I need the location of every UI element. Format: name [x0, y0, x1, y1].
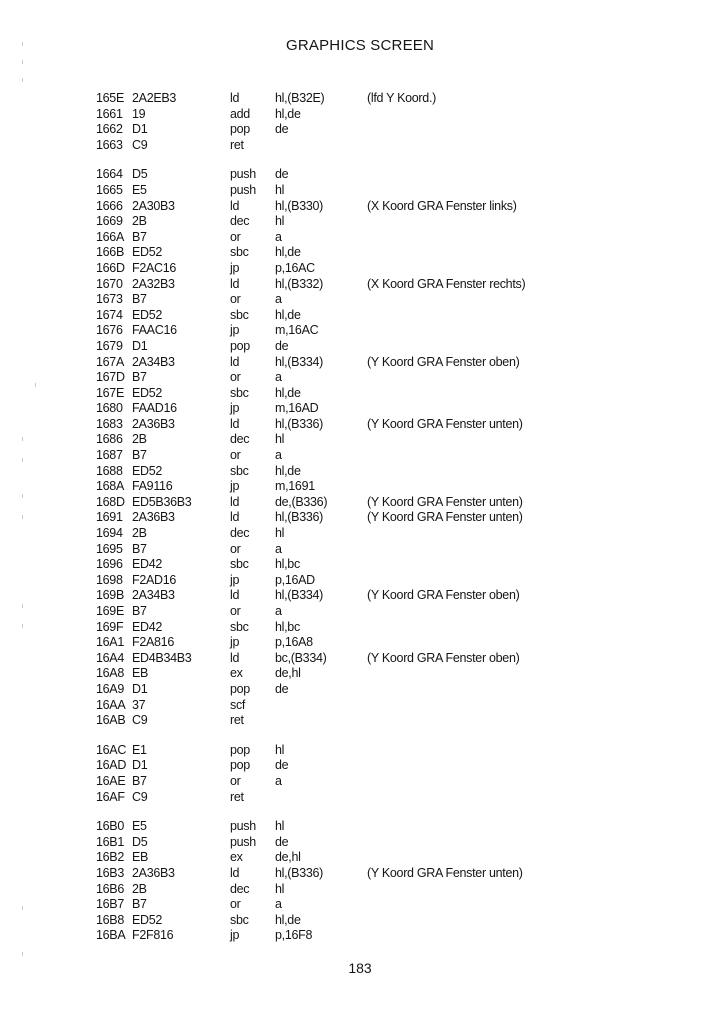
- mnemonic: sbc: [230, 307, 249, 322]
- code-block: [96, 819, 616, 944]
- code-line: [96, 122, 616, 138]
- hex-bytes: D1: [132, 758, 148, 773]
- operand: de: [275, 167, 289, 182]
- operand: hl,(B336): [275, 865, 324, 880]
- code-line: [96, 866, 616, 882]
- operand: hl: [275, 182, 285, 197]
- hex-bytes: FAAC16: [132, 323, 177, 338]
- address: 169B: [96, 588, 124, 603]
- address: 1663: [96, 137, 123, 152]
- hex-bytes: F2AC16: [132, 260, 177, 275]
- hex-bytes: 2A36B3: [132, 416, 175, 431]
- address: 1670: [96, 276, 123, 291]
- address: 165E: [96, 91, 124, 105]
- code-line: [96, 370, 616, 386]
- code-line: [96, 230, 616, 246]
- code-line: [96, 91, 616, 107]
- operand: hl: [275, 214, 285, 229]
- operand: a: [275, 897, 282, 912]
- operand: de,hl: [275, 666, 301, 681]
- address: 1666: [96, 198, 123, 213]
- code-line: [96, 790, 616, 806]
- mnemonic: ex: [230, 850, 243, 865]
- hex-bytes: B7: [132, 448, 147, 463]
- hex-bytes: 2B: [132, 526, 147, 541]
- code-line: [96, 557, 616, 573]
- mnemonic: ret: [230, 137, 244, 152]
- scan-speck: [22, 42, 23, 46]
- code-line: [96, 758, 616, 774]
- address: 16AC: [96, 742, 127, 757]
- comment: (lfd Y Koord.): [367, 91, 436, 105]
- hex-bytes: ED52: [132, 385, 163, 400]
- code-line: [96, 245, 616, 261]
- code-block: [96, 91, 616, 153]
- mnemonic: pop: [230, 758, 250, 773]
- hex-bytes: 2A32B3: [132, 276, 175, 291]
- hex-bytes: D5: [132, 834, 148, 849]
- code-line: [96, 199, 616, 215]
- mnemonic: ld: [230, 650, 240, 665]
- hex-bytes: F2A816: [132, 635, 174, 650]
- mnemonic: or: [230, 292, 241, 307]
- code-line: [96, 542, 616, 558]
- scan-speck: [22, 952, 23, 956]
- operand: hl,de: [275, 385, 301, 400]
- code-line: [96, 355, 616, 371]
- code-block: [96, 743, 616, 805]
- mnemonic: pop: [230, 742, 250, 757]
- operand: m,1691: [275, 479, 315, 494]
- hex-bytes: ED42: [132, 557, 163, 572]
- operand: de: [275, 758, 289, 773]
- hex-bytes: E5: [132, 819, 147, 834]
- address: 166A: [96, 229, 124, 244]
- address: 1661: [96, 106, 123, 121]
- address: 1694: [96, 526, 123, 541]
- hex-bytes: B7: [132, 604, 147, 618]
- address: 167A: [96, 354, 124, 369]
- address: 1673: [96, 292, 123, 307]
- address: 1674: [96, 307, 123, 322]
- address: 16B7: [96, 897, 124, 912]
- operand: hl,de: [275, 106, 301, 121]
- hex-bytes: 37: [132, 697, 146, 712]
- operand: de,(B336): [275, 494, 328, 509]
- hex-bytes: EB: [132, 850, 149, 865]
- hex-bytes: FAAD16: [132, 401, 177, 416]
- hex-bytes: 2A34B3: [132, 354, 175, 369]
- mnemonic: ld: [230, 865, 240, 880]
- mnemonic: pop: [230, 338, 250, 353]
- mnemonic: ld: [230, 588, 240, 603]
- mnemonic: jp: [230, 572, 240, 587]
- code-line: [96, 401, 616, 417]
- mnemonic: ld: [230, 416, 240, 431]
- operand: de: [275, 834, 289, 849]
- scan-speck: [22, 78, 23, 82]
- operand: p,16A8: [275, 635, 313, 650]
- operand: hl,bc: [275, 557, 300, 572]
- address: 16A1: [96, 635, 124, 650]
- mnemonic: jp: [230, 260, 240, 275]
- hex-bytes: 2B: [132, 881, 147, 896]
- mnemonic: push: [230, 819, 256, 834]
- operand: de,hl: [275, 850, 301, 865]
- hex-bytes: EB: [132, 666, 149, 681]
- comment: (Y Koord GRA Fenster unten): [367, 494, 523, 509]
- address: 1665: [96, 182, 123, 197]
- address: 16B8: [96, 912, 124, 927]
- address: 1662: [96, 122, 123, 137]
- operand: hl,(B336): [275, 510, 324, 525]
- mnemonic: push: [230, 834, 256, 849]
- comment: (Y Koord GRA Fenster oben): [367, 588, 520, 603]
- code-line: [96, 167, 616, 183]
- mnemonic: ld: [230, 510, 240, 525]
- address: 1669: [96, 214, 123, 229]
- address: 1676: [96, 323, 123, 338]
- code-line: [96, 214, 616, 230]
- code-line: [96, 850, 616, 866]
- address: 16AB: [96, 713, 126, 728]
- mnemonic: sbc: [230, 245, 249, 260]
- operand: de: [275, 338, 289, 353]
- code-line: [96, 835, 616, 851]
- address: 16A4: [96, 650, 124, 665]
- operand: a: [275, 370, 282, 385]
- hex-bytes: B7: [132, 773, 147, 788]
- hex-bytes: ED42: [132, 619, 163, 634]
- hex-bytes: C9: [132, 789, 148, 804]
- operand: a: [275, 604, 282, 618]
- operand: hl,bc: [275, 619, 300, 634]
- code-line: [96, 323, 616, 339]
- code-line: [96, 928, 616, 944]
- hex-bytes: 2A30B3: [132, 198, 175, 213]
- hex-bytes: ED52: [132, 307, 163, 322]
- comment: (Y Koord GRA Fenster oben): [367, 650, 520, 665]
- hex-bytes: B7: [132, 292, 147, 307]
- mnemonic: ex: [230, 666, 243, 681]
- mnemonic: jp: [230, 635, 240, 650]
- operand: hl,de: [275, 912, 301, 927]
- mnemonic: ret: [230, 789, 244, 804]
- address: 16A9: [96, 681, 124, 696]
- code-line: [96, 339, 616, 355]
- operand: de: [275, 681, 289, 696]
- address: 16B0: [96, 819, 124, 834]
- mnemonic: pop: [230, 681, 250, 696]
- address: 1680: [96, 401, 123, 416]
- mnemonic: ld: [230, 354, 240, 369]
- mnemonic: dec: [230, 526, 250, 541]
- code-line: [96, 183, 616, 199]
- hex-bytes: F2AD16: [132, 572, 177, 587]
- hex-bytes: B7: [132, 897, 147, 912]
- scan-speck: [22, 604, 23, 608]
- operand: hl,(B32E): [275, 91, 325, 105]
- mnemonic: scf: [230, 697, 246, 712]
- operand: a: [275, 292, 282, 307]
- scan-speck: [22, 515, 23, 519]
- code-line: [96, 386, 616, 402]
- address: 16B1: [96, 834, 124, 849]
- mnemonic: or: [230, 370, 241, 385]
- mnemonic: sbc: [230, 912, 249, 927]
- code-line: [96, 604, 616, 620]
- hex-bytes: B7: [132, 541, 147, 556]
- mnemonic: add: [230, 106, 250, 121]
- code-line: [96, 510, 616, 526]
- hex-bytes: ED52: [132, 245, 163, 260]
- operand: hl,(B332): [275, 276, 324, 291]
- address: 1695: [96, 541, 123, 556]
- operand: hl: [275, 432, 285, 447]
- code-line: [96, 913, 616, 929]
- page-title: GRAPHICS SCREEN: [285, 37, 435, 54]
- mnemonic: push: [230, 167, 256, 182]
- code-line: [96, 698, 616, 714]
- mnemonic: sbc: [230, 385, 249, 400]
- mnemonic: jp: [230, 928, 240, 943]
- address: 166B: [96, 245, 124, 260]
- operand: a: [275, 448, 282, 463]
- operand: p,16AD: [275, 572, 315, 587]
- operand: hl,(B334): [275, 354, 324, 369]
- operand: hl: [275, 819, 285, 834]
- hex-bytes: ED5B36B3: [132, 494, 192, 509]
- address: 1691: [96, 510, 123, 525]
- page-number: 183: [348, 960, 372, 976]
- mnemonic: ld: [230, 276, 240, 291]
- scan-speck: [22, 906, 23, 910]
- mnemonic: pop: [230, 122, 250, 137]
- operand: p,16F8: [275, 928, 313, 943]
- code-line: [96, 882, 616, 898]
- code-line: [96, 464, 616, 480]
- code-line: [96, 620, 616, 636]
- mnemonic: push: [230, 182, 256, 197]
- code-line: [96, 588, 616, 604]
- code-line: [96, 479, 616, 495]
- code-line: [96, 897, 616, 913]
- mnemonic: dec: [230, 432, 250, 447]
- code-line: [96, 635, 616, 651]
- operand: hl: [275, 526, 285, 541]
- code-line: [96, 261, 616, 277]
- code-line: [96, 138, 616, 154]
- address: 1683: [96, 416, 123, 431]
- mnemonic: or: [230, 541, 241, 556]
- operand: p,16AC: [275, 260, 315, 275]
- code-line: [96, 432, 616, 448]
- address: 169E: [96, 604, 124, 618]
- scan-speck: [22, 60, 23, 64]
- hex-bytes: D1: [132, 338, 148, 353]
- mnemonic: dec: [230, 214, 250, 229]
- code-line: [96, 292, 616, 308]
- code-line: [96, 573, 616, 589]
- hex-bytes: 2A36B3: [132, 510, 175, 525]
- hex-bytes: ED4B34B3: [132, 650, 192, 665]
- hex-bytes: B7: [132, 229, 147, 244]
- scan-speck: [22, 624, 23, 628]
- address: 16A8: [96, 666, 124, 681]
- mnemonic: or: [230, 229, 241, 244]
- hex-bytes: ED52: [132, 463, 163, 478]
- mnemonic: ld: [230, 494, 240, 509]
- hex-bytes: ED52: [132, 912, 163, 927]
- code-line: [96, 713, 616, 729]
- comment: (Y Koord GRA Fenster oben): [367, 354, 520, 369]
- address: 16AF: [96, 789, 125, 804]
- operand: hl,de: [275, 463, 301, 478]
- code-line: [96, 495, 616, 511]
- operand: hl,de: [275, 245, 301, 260]
- mnemonic: or: [230, 604, 241, 618]
- code-line: [96, 774, 616, 790]
- mnemonic: ret: [230, 713, 244, 728]
- address: 16B6: [96, 881, 124, 896]
- code-line: [96, 819, 616, 835]
- address: 1686: [96, 432, 123, 447]
- code-line: [96, 682, 616, 698]
- address: 1696: [96, 557, 123, 572]
- comment: (Y Koord GRA Fenster unten): [367, 865, 523, 880]
- code-line: [96, 107, 616, 123]
- address: 1679: [96, 338, 123, 353]
- mnemonic: or: [230, 897, 241, 912]
- operand: hl: [275, 881, 285, 896]
- hex-bytes: 2A36B3: [132, 865, 175, 880]
- hex-bytes: 2B: [132, 214, 147, 229]
- hex-bytes: 19: [132, 106, 146, 121]
- code-line: [96, 308, 616, 324]
- hex-bytes: 2A2EB3: [132, 91, 177, 105]
- operand: de: [275, 122, 289, 137]
- hex-bytes: FA9116: [132, 479, 173, 494]
- mnemonic: or: [230, 448, 241, 463]
- operand: m,16AC: [275, 323, 319, 338]
- hex-bytes: 2A34B3: [132, 588, 175, 603]
- address: 16BA: [96, 928, 126, 943]
- comment: (X Koord GRA Fenster rechts): [367, 276, 526, 291]
- hex-bytes: D1: [132, 681, 148, 696]
- mnemonic: ld: [230, 91, 240, 105]
- mnemonic: dec: [230, 881, 250, 896]
- mnemonic: sbc: [230, 463, 249, 478]
- address: 16AE: [96, 773, 126, 788]
- address: 167D: [96, 370, 125, 385]
- code-line: [96, 277, 616, 293]
- operand: hl,(B334): [275, 588, 324, 603]
- address: 16AA: [96, 697, 126, 712]
- hex-bytes: D1: [132, 122, 148, 137]
- assembly-listing: [96, 91, 616, 958]
- address: 167E: [96, 385, 124, 400]
- scan-speck: [22, 437, 23, 441]
- address: 16B2: [96, 850, 124, 865]
- code-line: [96, 526, 616, 542]
- operand: hl,de: [275, 307, 301, 322]
- hex-bytes: C9: [132, 137, 148, 152]
- operand: a: [275, 541, 282, 556]
- hex-bytes: E1: [132, 742, 147, 757]
- scan-speck: [35, 383, 36, 387]
- hex-bytes: C9: [132, 713, 148, 728]
- hex-bytes: F2F816: [132, 928, 174, 943]
- address: 16AD: [96, 758, 127, 773]
- operand: hl,(B336): [275, 416, 324, 431]
- mnemonic: ld: [230, 198, 240, 213]
- address: 1688: [96, 463, 123, 478]
- address: 168D: [96, 494, 125, 509]
- code-line: [96, 743, 616, 759]
- operand: hl: [275, 742, 285, 757]
- address: 1687: [96, 448, 123, 463]
- code-line: [96, 417, 616, 433]
- mnemonic: or: [230, 773, 241, 788]
- mnemonic: jp: [230, 401, 240, 416]
- operand: a: [275, 773, 282, 788]
- address: 1664: [96, 167, 123, 182]
- comment: (X Koord GRA Fenster links): [367, 198, 517, 213]
- operand: a: [275, 229, 282, 244]
- hex-bytes: B7: [132, 370, 147, 385]
- address: 16B3: [96, 865, 124, 880]
- code-block: [96, 167, 616, 728]
- address: 169F: [96, 619, 124, 634]
- operand: hl,(B330): [275, 198, 324, 213]
- operand: m,16AD: [275, 401, 319, 416]
- mnemonic: sbc: [230, 557, 249, 572]
- hex-bytes: E5: [132, 182, 147, 197]
- code-line: [96, 448, 616, 464]
- mnemonic: jp: [230, 479, 240, 494]
- address: 1698: [96, 572, 123, 587]
- comment: (Y Koord GRA Fenster unten): [367, 416, 523, 431]
- hex-bytes: 2B: [132, 432, 147, 447]
- hex-bytes: D5: [132, 167, 148, 182]
- scan-speck: [22, 458, 23, 462]
- address: 168A: [96, 479, 124, 494]
- mnemonic: sbc: [230, 619, 249, 634]
- address: 166D: [96, 260, 125, 275]
- code-line: [96, 651, 616, 667]
- code-line: [96, 666, 616, 682]
- mnemonic: jp: [230, 323, 240, 338]
- comment: (Y Koord GRA Fenster unten): [367, 510, 523, 525]
- scan-speck: [22, 494, 23, 498]
- operand: bc,(B334): [275, 650, 327, 665]
